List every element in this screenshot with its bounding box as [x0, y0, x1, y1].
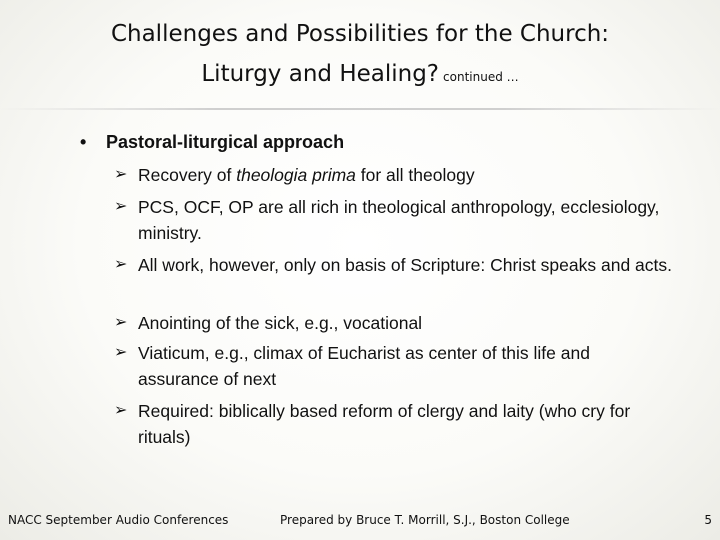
slide-title — [0, 14, 720, 97]
sub-bullet-text: PCS, OCF, OP are all rich in theological anthropology, ecclesiology, ministry. — [138, 197, 660, 243]
sub-bullet-1 — [114, 162, 674, 188]
title-suffix: continued … — [443, 70, 519, 84]
arrow-bullet-icon: ➢ — [114, 344, 128, 361]
arrow-bullet-icon: ➢ — [114, 198, 128, 215]
sub-bullet-6 — [114, 398, 674, 450]
sub-bullet-text: Required: biblically based reform of clergy and laity (who cry for rituals) — [138, 401, 631, 447]
bullet-dot-icon: • — [80, 132, 87, 152]
arrow-bullet-icon: ➢ — [114, 256, 128, 273]
sub-bullet-text: All work, however, only on basis of Scripture: Christ speaks and acts. — [138, 255, 672, 275]
text-part: for all theology — [355, 165, 475, 185]
title-divider — [0, 108, 720, 110]
sub-bullet-3 — [114, 252, 674, 278]
footer-center: Prepared by Bruce T. Morrill, S.J., Boston College — [280, 513, 570, 527]
title-line-2-text: Liturgy and Healing? — [201, 61, 440, 87]
sub-bullet-text: Anointing of the sick, e.g., vocational — [138, 313, 423, 333]
arrow-bullet-icon: ➢ — [114, 166, 128, 183]
sub-bullet-5 — [114, 340, 674, 392]
arrow-bullet-icon: ➢ — [114, 314, 128, 331]
emphasis-text: theologia prima — [236, 165, 356, 185]
sub-bullet-text — [138, 162, 674, 188]
sub-bullet-2 — [114, 194, 674, 246]
title-line-1: Challenges and Possibilities for the Church: — [110, 21, 610, 47]
title-line-2 — [0, 54, 720, 97]
main-bullet-text: Pastoral-liturgical approach — [106, 132, 345, 152]
sub-bullet-4 — [114, 310, 674, 336]
footer-left: NACC September Audio Conferences — [8, 513, 229, 527]
arrow-bullet-icon: ➢ — [114, 402, 128, 419]
sub-bullet-text: Viaticum, e.g., climax of Eucharist as center of this life and assurance of next — [138, 343, 590, 389]
text-part: Recovery of — [138, 165, 237, 185]
page-number: 5 — [704, 513, 712, 527]
